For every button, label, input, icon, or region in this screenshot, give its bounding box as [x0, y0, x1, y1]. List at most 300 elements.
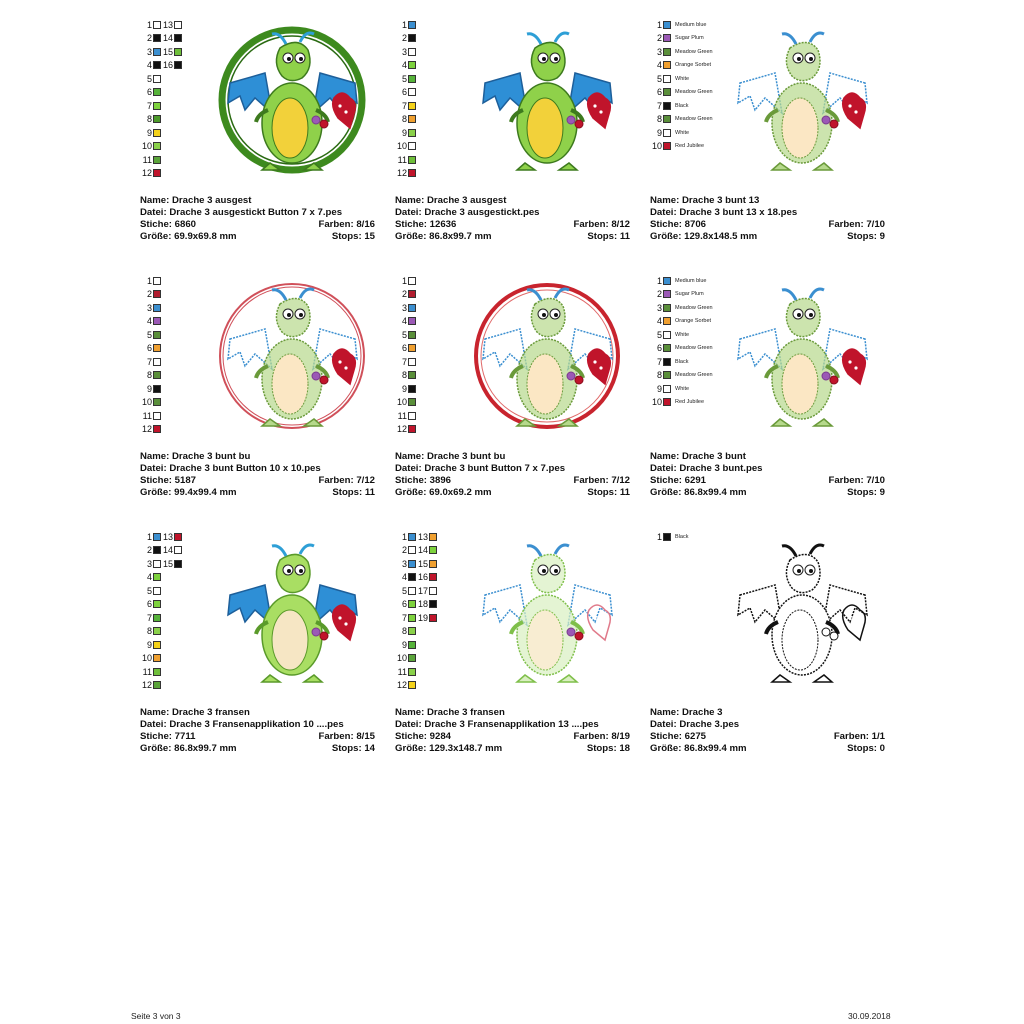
stop-count: Stops: 11: [332, 487, 375, 498]
design-size: Größe: 86.8x99.4 mm: [650, 487, 747, 498]
dragon-head: [786, 42, 820, 80]
design-preview: [465, 274, 630, 439]
design-file: Datei: Drache 3 bunt Button 7 x 7.pes: [395, 463, 566, 474]
color-box: [429, 587, 437, 595]
color-box: [153, 371, 161, 379]
thread-number: 10: [396, 653, 407, 664]
thread-color-swatch: [140, 32, 161, 46]
color-box: [153, 587, 161, 595]
thread-number: 5: [401, 585, 407, 596]
thread-color-swatch: [161, 18, 182, 32]
thread-color-swatch: [395, 113, 416, 127]
thread-color-swatch: [650, 355, 688, 369]
dragon-figure: [483, 289, 612, 426]
color-box: [429, 533, 437, 541]
thread-color-swatch: [395, 167, 416, 181]
dragon-figure: [738, 33, 867, 170]
thread-color-swatch: [650, 315, 711, 329]
thread-color-name: White: [675, 75, 690, 82]
design-card: [650, 18, 890, 250]
dragon-embroidery-image: [720, 274, 885, 439]
thread-color-name: Orange Sorbet: [675, 62, 712, 69]
thread-color-name: Black: [675, 102, 689, 109]
color-box: [663, 344, 671, 352]
color-box: [408, 358, 416, 366]
thread-color-swatch: [416, 557, 437, 571]
thread-number: 10: [141, 653, 152, 664]
color-box: [663, 142, 671, 150]
color-box: [408, 668, 416, 676]
thread-number: 4: [656, 60, 662, 71]
dragon-embroidery-image: [210, 530, 375, 695]
thread-color-name: Medium blue: [675, 277, 707, 284]
color-box: [408, 277, 416, 285]
thread-color-swatch: [140, 355, 161, 369]
dragon-embroidery-image: [210, 274, 375, 439]
stitch-count: Stiche: 6291: [650, 475, 706, 486]
design-size: Größe: 86.8x99.7 mm: [140, 743, 237, 754]
dragon-belly: [527, 610, 563, 670]
design-size: Größe: 86.8x99.7 mm: [395, 231, 492, 242]
thread-number: 6: [146, 87, 152, 98]
color-count: Farben: 8/19: [573, 731, 630, 742]
thread-number: 6: [146, 343, 152, 354]
color-box: [408, 102, 416, 110]
color-box: [663, 115, 671, 123]
thread-color-swatch: [416, 611, 437, 625]
design-card: [395, 18, 635, 250]
thread-number: 1: [146, 531, 152, 542]
design-card: [395, 274, 635, 506]
color-box: [408, 61, 416, 69]
color-box: [153, 129, 161, 137]
thread-number: 5: [656, 73, 662, 84]
thread-number: 4: [146, 316, 152, 327]
thread-color-swatch: [140, 315, 161, 329]
thread-number: 2: [656, 33, 662, 44]
design-file: Datei: Drache 3 bunt 13 x 18.pes: [650, 207, 798, 218]
thread-number: 9: [401, 383, 407, 394]
thread-number: 2: [401, 33, 407, 44]
thread-color-swatch: [650, 382, 689, 396]
thread-number: 9: [146, 383, 152, 394]
thread-number: 8: [401, 114, 407, 125]
design-name: Name: Drache 3 fransen: [395, 707, 505, 718]
thread-color-swatch: [395, 315, 416, 329]
thread-number: 8: [401, 370, 407, 381]
thread-color-swatch: [650, 274, 707, 288]
thread-color-swatch: [395, 288, 416, 302]
color-count: Farben: 1/1: [833, 731, 885, 742]
design-info: [395, 707, 630, 755]
thread-color-swatch: [140, 598, 161, 612]
design-size: Größe: 86.8x99.4 mm: [650, 743, 747, 754]
thread-color-swatch: [161, 557, 182, 571]
thread-number: 12: [396, 424, 407, 435]
design-card: [140, 274, 380, 506]
thread-color-swatch: [650, 369, 713, 383]
thread-number: 6: [656, 343, 662, 354]
color-box: [153, 21, 161, 29]
color-box: [174, 546, 182, 554]
thread-number: 15: [162, 46, 173, 57]
color-box: [408, 654, 416, 662]
thread-color-swatch: [140, 544, 161, 558]
color-box: [663, 317, 671, 325]
thread-color-swatch: [650, 328, 689, 342]
thread-color-swatch: [140, 423, 161, 437]
thread-number: 8: [656, 370, 662, 381]
design-preview: [720, 530, 885, 695]
design-info: [140, 707, 375, 755]
color-box: [153, 385, 161, 393]
color-box: [153, 681, 161, 689]
dragon-head: [276, 42, 310, 80]
heart-tail: [333, 349, 356, 384]
dragon-embroidery-image: [465, 274, 630, 439]
thread-color-swatch: [140, 45, 161, 59]
thread-number: 1: [146, 19, 152, 30]
thread-number: 19: [417, 612, 428, 623]
thread-color-swatch: [161, 544, 182, 558]
color-box: [429, 614, 437, 622]
color-box: [663, 304, 671, 312]
color-box: [663, 75, 671, 83]
color-box: [408, 412, 416, 420]
color-box: [408, 142, 416, 150]
thread-color-swatch: [416, 571, 437, 585]
thread-color-swatch: [395, 32, 416, 46]
dragon-figure: [738, 289, 867, 426]
thread-number: 11: [142, 666, 152, 677]
thread-color-swatch: [395, 544, 416, 558]
thread-number: 4: [146, 572, 152, 583]
color-box: [153, 600, 161, 608]
thread-color-swatch: [395, 625, 416, 639]
color-box: [153, 654, 161, 662]
design-info: [140, 195, 375, 243]
thread-number: 10: [651, 141, 662, 152]
color-box: [153, 398, 161, 406]
thread-number: 14: [162, 545, 173, 556]
thread-color-swatch: [161, 530, 182, 544]
color-box: [153, 304, 161, 312]
thread-number: 9: [656, 383, 662, 394]
print-date: 30.09.2018: [848, 1011, 891, 1021]
thread-color-swatch: [395, 140, 416, 154]
design-preview: [210, 530, 375, 695]
thread-color-swatch: [650, 86, 713, 100]
dragon-feet: [262, 675, 322, 682]
color-box: [153, 34, 161, 42]
heart-tail: [843, 605, 866, 640]
thread-number: 7: [146, 612, 152, 623]
thread-number: 7: [401, 356, 407, 367]
thread-color-name: Sugar Plum: [675, 35, 704, 42]
thread-color-swatch: [650, 113, 713, 127]
thread-color-name: White: [675, 331, 690, 338]
thread-number: 12: [141, 168, 152, 179]
thread-color-swatch: [395, 99, 416, 113]
thread-color-swatch: [140, 153, 161, 167]
thread-color-name: White: [675, 129, 690, 136]
color-box: [408, 317, 416, 325]
thread-color-swatch: [650, 288, 704, 302]
thread-number: 5: [146, 585, 152, 596]
color-box: [153, 115, 161, 123]
thread-number: 4: [401, 572, 407, 583]
color-box: [663, 398, 671, 406]
right-wing: [823, 585, 867, 625]
thread-color-swatch: [140, 396, 161, 410]
color-box: [663, 331, 671, 339]
design-file: Datei: Drache 3 ausgestickt Button 7 x 7.pes: [140, 207, 343, 218]
thread-number: 17: [417, 585, 428, 596]
thread-color-swatch: [395, 72, 416, 86]
thread-number: 11: [142, 410, 152, 421]
color-box: [153, 533, 161, 541]
thread-color-swatch: [140, 652, 161, 666]
dragon-belly: [527, 354, 563, 414]
thread-number: 13: [162, 531, 173, 542]
color-box: [174, 48, 182, 56]
thread-number: 2: [146, 289, 152, 300]
thread-color-swatch: [395, 274, 416, 288]
thread-color-swatch: [650, 301, 713, 315]
color-box: [408, 169, 416, 177]
thread-color-name: Black: [675, 358, 689, 365]
thread-number: 5: [401, 73, 407, 84]
thread-number: 3: [146, 46, 152, 57]
design-preview: [720, 18, 885, 183]
thread-number: 12: [396, 168, 407, 179]
thread-color-swatch: [395, 423, 416, 437]
thread-number: 11: [142, 154, 152, 165]
thread-number: 12: [396, 680, 407, 691]
color-box: [153, 48, 161, 56]
heart-tail: [588, 349, 611, 384]
color-box: [408, 641, 416, 649]
color-box: [408, 371, 416, 379]
thread-number: 7: [401, 100, 407, 111]
thread-number: 3: [401, 302, 407, 313]
dragon-embroidery-image: [720, 18, 885, 183]
thread-number: 7: [146, 356, 152, 367]
design-size: Größe: 129.3x148.7 mm: [395, 743, 503, 754]
color-box: [663, 34, 671, 42]
stop-count: Stops: 9: [847, 231, 885, 242]
thread-color-swatch: [140, 382, 161, 396]
stitch-count: Stiche: 6860: [140, 219, 196, 230]
thread-color-swatch: [395, 679, 416, 693]
thread-color-swatch: [140, 126, 161, 140]
thread-number: 2: [401, 289, 407, 300]
thread-color-swatch: [161, 45, 182, 59]
color-box: [153, 573, 161, 581]
thread-number: 8: [656, 114, 662, 125]
design-name: Name: Drache 3 bunt 13: [650, 195, 760, 206]
thread-number: 6: [401, 343, 407, 354]
thread-number: 4: [401, 60, 407, 71]
design-name: Name: Drache 3 ausgest: [395, 195, 507, 206]
color-count: Farben: 7/12: [318, 475, 375, 486]
thread-color-name: White: [675, 385, 690, 392]
dragon-belly: [782, 610, 818, 670]
color-box: [153, 425, 161, 433]
dragon-belly: [272, 354, 308, 414]
thread-color-swatch: [395, 45, 416, 59]
stitch-count: Stiche: 3896: [395, 475, 451, 486]
thread-number: 8: [401, 626, 407, 637]
color-box: [663, 48, 671, 56]
color-box: [408, 115, 416, 123]
color-box: [663, 290, 671, 298]
dragon-feet: [772, 675, 832, 682]
thread-number: 4: [401, 316, 407, 327]
thread-color-name: Meadow Green: [675, 116, 713, 123]
thread-number: 9: [401, 127, 407, 138]
color-box: [153, 668, 161, 676]
design-card: [140, 18, 380, 250]
thread-color-swatch: [650, 32, 704, 46]
thread-number: 3: [656, 302, 662, 313]
thread-color-swatch: [140, 571, 161, 585]
design-name: Name: Drache 3 bunt bu: [140, 451, 251, 462]
design-info: [650, 707, 885, 755]
thread-number: 8: [146, 114, 152, 125]
thread-color-name: Meadow Green: [675, 304, 713, 311]
color-box: [663, 88, 671, 96]
design-file: Datei: Drache 3 bunt.pes: [650, 463, 763, 474]
color-box: [429, 600, 437, 608]
design-card: [140, 530, 380, 762]
thread-number: 3: [656, 46, 662, 57]
thread-color-swatch: [650, 99, 688, 113]
thread-color-name: Meadow Green: [675, 89, 713, 96]
color-box: [408, 129, 416, 137]
thread-number: 3: [401, 558, 407, 569]
thread-color-swatch: [395, 530, 416, 544]
design-name: Name: Drache 3 bunt: [650, 451, 746, 462]
dragon-feet: [517, 675, 577, 682]
dragon-embroidery-image: [465, 530, 630, 695]
thread-color-swatch: [395, 369, 416, 383]
color-box: [408, 398, 416, 406]
color-box: [153, 102, 161, 110]
thread-number: 7: [401, 612, 407, 623]
design-preview: [720, 274, 885, 439]
color-box: [429, 546, 437, 554]
color-box: [408, 425, 416, 433]
color-box: [408, 34, 416, 42]
thread-color-swatch: [140, 288, 161, 302]
thread-number: 3: [401, 46, 407, 57]
stop-count: Stops: 0: [847, 743, 885, 754]
color-box: [408, 681, 416, 689]
thread-number: 10: [651, 397, 662, 408]
thread-color-swatch: [140, 140, 161, 154]
dragon-belly: [272, 98, 308, 158]
stop-count: Stops: 18: [586, 743, 630, 754]
stop-count: Stops: 11: [587, 231, 630, 242]
stitch-count: Stiche: 9284: [395, 731, 451, 742]
dragon-belly: [527, 98, 563, 158]
design-name: Name: Drache 3 fransen: [140, 707, 250, 718]
design-preview: [210, 274, 375, 439]
color-box: [408, 331, 416, 339]
thread-number: 14: [417, 545, 428, 556]
dragon-figure: [738, 545, 867, 682]
design-file: Datei: Drache 3.pes: [650, 719, 740, 730]
thread-number: 11: [397, 410, 407, 421]
dragon-head: [276, 554, 310, 592]
thread-number: 7: [146, 100, 152, 111]
thread-number: 6: [401, 599, 407, 610]
thread-color-swatch: [395, 611, 416, 625]
dragon-feet: [772, 419, 832, 426]
design-preview: [465, 18, 630, 183]
color-box: [153, 358, 161, 366]
design-size: Größe: 129.8x148.5 mm: [650, 231, 758, 242]
color-box: [663, 385, 671, 393]
dragon-head: [786, 298, 820, 336]
design-name: Name: Drache 3 ausgest: [140, 195, 252, 206]
thread-color-swatch: [140, 369, 161, 383]
dragon-feet: [517, 163, 577, 170]
thread-color-name: Meadow Green: [675, 345, 713, 352]
thread-number: 2: [146, 33, 152, 44]
thread-color-swatch: [395, 557, 416, 571]
color-box: [153, 627, 161, 635]
stop-count: Stops: 11: [587, 487, 630, 498]
design-card: [650, 530, 890, 762]
thread-color-swatch: [416, 530, 437, 544]
thread-color-swatch: [140, 557, 161, 571]
design-info: [395, 451, 630, 499]
design-info: [650, 195, 885, 243]
color-box: [408, 156, 416, 164]
design-size: Größe: 69.0x69.2 mm: [395, 487, 492, 498]
thread-number: 13: [162, 19, 173, 30]
thread-number: 10: [141, 141, 152, 152]
thread-number: 2: [146, 545, 152, 556]
thread-number: 18: [417, 599, 428, 610]
color-box: [153, 156, 161, 164]
color-box: [153, 331, 161, 339]
color-box: [663, 277, 671, 285]
thread-number: 16: [162, 60, 173, 71]
design-file: Datei: Drache 3 Fransenapplikation 13 ....pes: [395, 719, 599, 730]
color-box: [153, 169, 161, 177]
color-box: [153, 344, 161, 352]
stop-count: Stops: 15: [331, 231, 375, 242]
thread-number: 1: [656, 275, 662, 286]
color-box: [153, 61, 161, 69]
dragon-belly: [782, 98, 818, 158]
thread-color-swatch: [140, 18, 161, 32]
thread-number: 10: [396, 141, 407, 152]
design-file: Datei: Drache 3 ausgestickt.pes: [395, 207, 540, 218]
dragon-belly: [272, 610, 308, 670]
thread-color-swatch: [140, 59, 161, 73]
color-box: [408, 573, 416, 581]
thread-color-swatch: [395, 598, 416, 612]
color-box: [174, 560, 182, 568]
dragon-figure: [483, 33, 612, 170]
dragon-feet: [772, 163, 832, 170]
thread-number: 15: [162, 558, 173, 569]
thread-color-swatch: [140, 638, 161, 652]
